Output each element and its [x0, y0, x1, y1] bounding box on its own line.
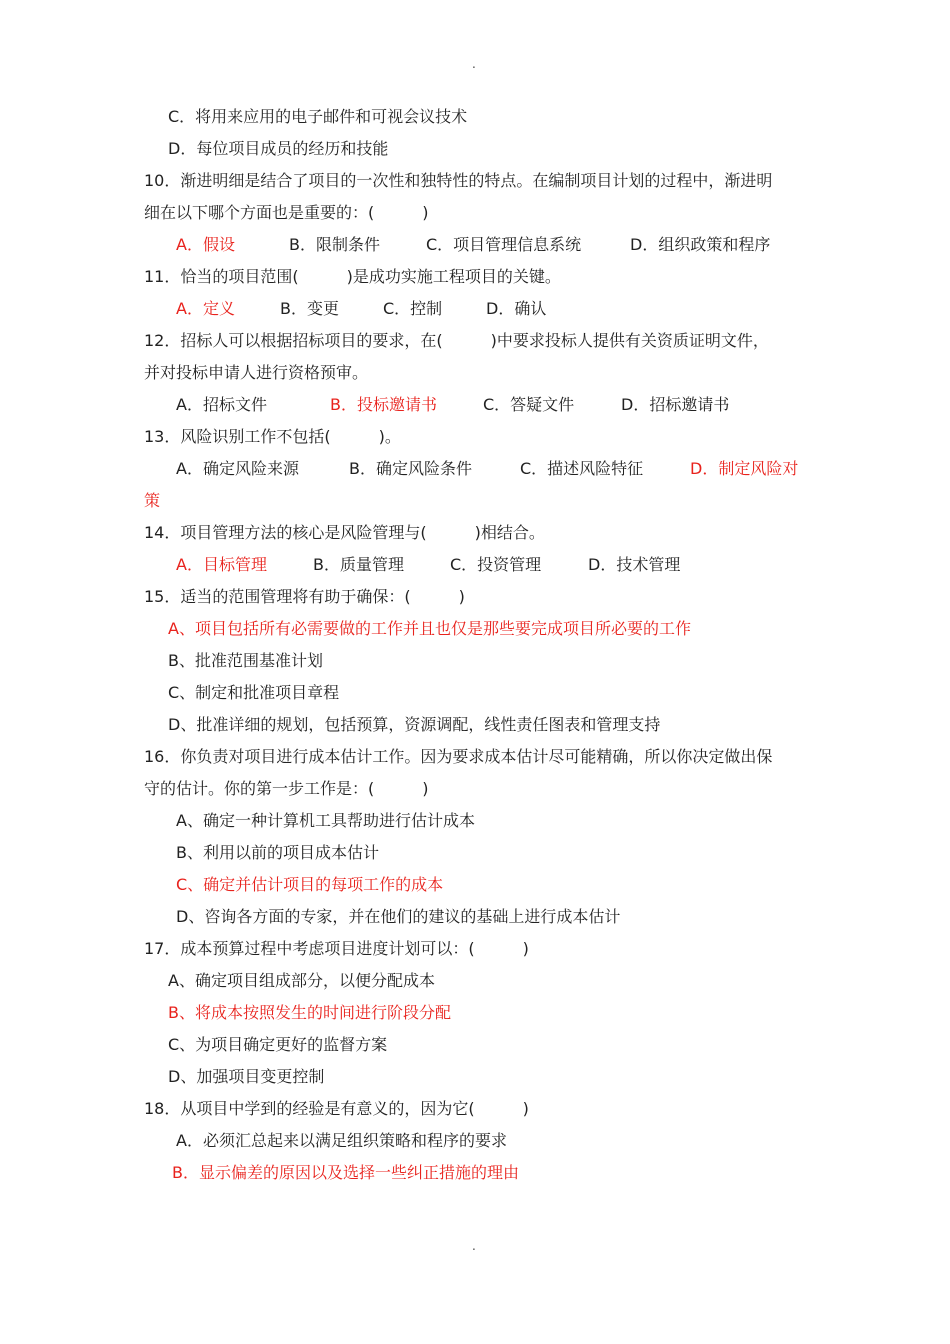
line-text: 12．招标人可以根据招标项目的要求，在( )中要求投标人提供有关资质证明文件，: [144, 331, 769, 350]
answer-text: A．假设: [176, 235, 235, 254]
line-text: 16．你负责对项目进行成本估计工作。因为要求成本估计尽可能精确，所以你决定做出保: [144, 747, 773, 766]
line-text: 14．项目管理方法的核心是风险管理与( )相结合。: [144, 523, 545, 542]
text-line: [0, 645, 950, 677]
text-line: [0, 869, 950, 901]
answer-text: B．投标邀请书: [330, 395, 437, 414]
text-line: [0, 101, 950, 133]
text-line: [0, 549, 950, 581]
line-text: D．招标邀请书: [621, 395, 730, 414]
line-text: 15．适当的范围管理将有助于确保：( ): [144, 587, 465, 606]
answer-text: B、将成本按照发生的时间进行阶段分配: [168, 1003, 451, 1022]
text-line: [0, 773, 950, 805]
text-line: [0, 1157, 950, 1189]
line-text: 18．从项目中学到的经验是有意义的，因为它( ): [144, 1099, 529, 1118]
text-line: [0, 357, 950, 389]
text-line: [0, 453, 950, 485]
line-text: D、批准详细的规划，包括预算，资源调配，线性责任图表和管理支持: [168, 715, 661, 734]
text-line: [0, 677, 950, 709]
line-text: B．确定风险条件: [349, 459, 472, 478]
text-line: [0, 1093, 950, 1125]
line-text: B、利用以前的项目成本估计: [176, 843, 379, 862]
line-text: 10．渐进明细是结合了项目的一次性和独特性的特点。在编制项目计划的过程中，渐进明: [144, 171, 773, 190]
line-text: A．必须汇总起来以满足组织策略和程序的要求: [176, 1131, 507, 1150]
line-text: B．限制条件: [289, 235, 380, 254]
answer-text: A．定义: [176, 299, 235, 318]
text-line: [0, 133, 950, 165]
text-line: [0, 1125, 950, 1157]
line-text: D、加强项目变更控制: [168, 1067, 325, 1086]
text-line: [0, 997, 950, 1029]
line-text: C．答疑文件: [483, 395, 575, 414]
line-text: A、确定一种计算机工具帮助进行估计成本: [176, 811, 475, 830]
text-line: [0, 805, 950, 837]
line-text: A．确定风险来源: [176, 459, 299, 478]
text-line: [0, 229, 950, 261]
text-line: [0, 901, 950, 933]
line-text: 守的估计。你的第一步工作是：( ): [144, 779, 429, 798]
line-text: C．投资管理: [450, 555, 542, 574]
answer-text: A、项目包括所有必需要做的工作并且也仅是那些要完成项目所必要的工作: [168, 619, 691, 638]
line-text: 11．恰当的项目范围( )是成功实施工程项目的关键。: [144, 267, 561, 286]
line-text: 17．成本预算过程中考虑项目进度计划可以：( ): [144, 939, 529, 958]
line-text: 细在以下哪个方面也是重要的：( ): [144, 203, 429, 222]
line-text: A、确定项目组成部分，以便分配成本: [168, 971, 435, 990]
line-text: A．招标文件: [176, 395, 267, 414]
text-line: [0, 837, 950, 869]
line-text: B．质量管理: [313, 555, 404, 574]
text-line: [0, 485, 950, 517]
line-text: D．确认: [486, 299, 547, 318]
text-line: [0, 965, 950, 997]
line-text: D、咨询各方面的专家，并在他们的建议的基础上进行成本估计: [176, 907, 621, 926]
text-line: [0, 421, 950, 453]
line-text: C．项目管理信息系统: [426, 235, 582, 254]
line-text: C、制定和批准项目章程: [168, 683, 340, 702]
page-top-mark: .: [472, 57, 476, 71]
line-text: B．变更: [280, 299, 339, 318]
line-text: 并对投标申请人进行资格预审。: [144, 363, 369, 382]
line-text: D．每位项目成员的经历和技能: [168, 139, 389, 158]
text-line: [0, 933, 950, 965]
line-text: D．技术管理: [588, 555, 681, 574]
text-line: [0, 1061, 950, 1093]
text-line: [0, 709, 950, 741]
text-line: [0, 325, 950, 357]
line-text: D．组织政策和程序: [630, 235, 771, 254]
answer-text: B．显示偏差的原因以及选择一些纠正措施的理由: [172, 1163, 519, 1182]
question-list: [0, 101, 950, 1189]
text-line: [0, 293, 950, 325]
line-text: C．描述风险特征: [520, 459, 644, 478]
text-line: [0, 741, 950, 773]
answer-text: 策: [144, 491, 161, 510]
line-text: C、为项目确定更好的监督方案: [168, 1035, 388, 1054]
text-line: [0, 517, 950, 549]
text-line: [0, 1029, 950, 1061]
text-line: [0, 389, 950, 421]
text-line: [0, 581, 950, 613]
answer-text: D．制定风险对: [690, 459, 799, 478]
text-line: [0, 165, 950, 197]
answer-text: A．目标管理: [176, 555, 267, 574]
line-text: B、批准范围基准计划: [168, 651, 323, 670]
text-line: [0, 197, 950, 229]
line-text: C．控制: [383, 299, 443, 318]
page-bottom-mark: .: [472, 1239, 476, 1253]
answer-text: C、确定并估计项目的每项工作的成本: [176, 875, 444, 894]
text-line: [0, 613, 950, 645]
line-text: C．将用来应用的电子邮件和可视会议技术: [168, 107, 468, 126]
line-text: 13．风险识别工作不包括( )。: [144, 427, 401, 446]
text-line: [0, 261, 950, 293]
